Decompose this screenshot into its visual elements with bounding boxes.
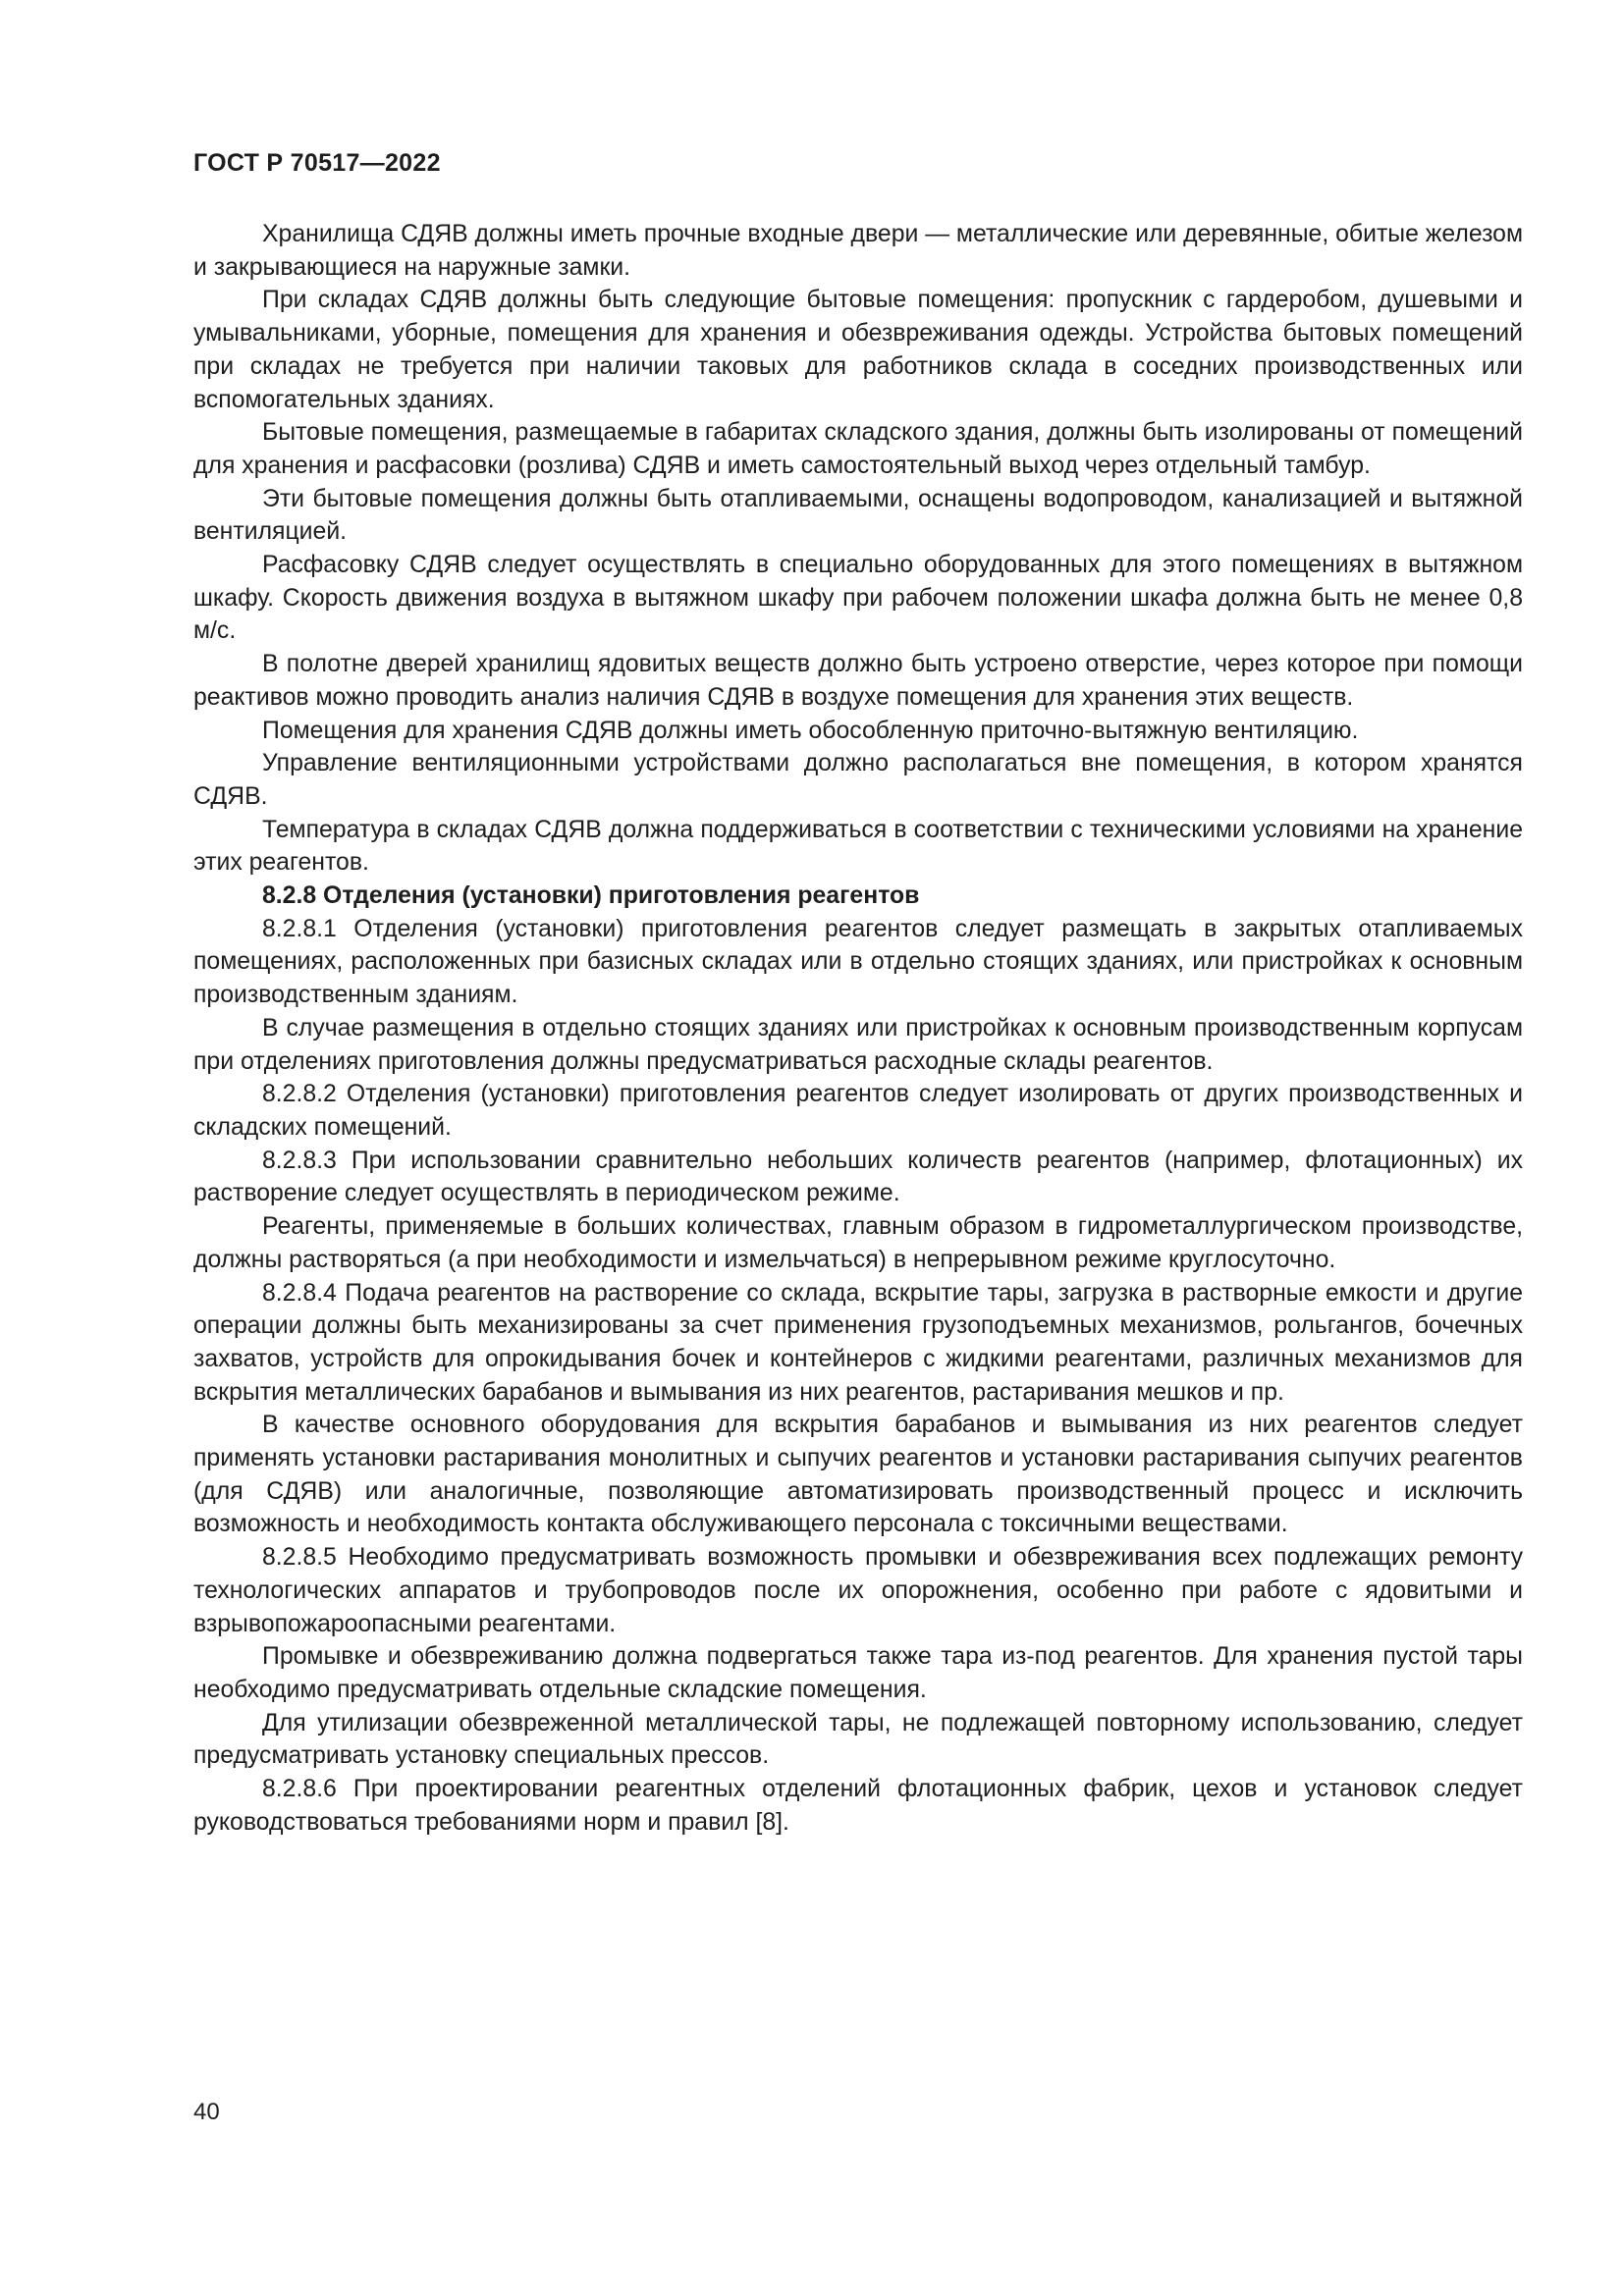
paragraph: Хранилища СДЯВ должны иметь прочные входные двери — металлические или деревянные, обитые железом и закрывающиеся на наружные замки. [193,221,1524,281]
document-body [193,218,1523,1839]
paragraph: Для утилизации обезвреженной металлической тары, не подлежащей повторному использованию, следует предусматривать установку специальных прессов. [193,1709,1523,1770]
paragraph: Бытовые помещения, размещаемые в габаритах складского здания, должны быть изолированы от помещений для хранения и расфасовки (розлива) СДЯВ и иметь самостоятельный выход через отдельный тамбур. [193,419,1523,479]
paragraph: 8.2.8.5 Необходимо предусматривать возможность промывки и обезвреживания всех подлежащих ремонту технологических аппаратов и трубопроводов после их опорожнения, особенно при работе с ядовитыми и взрывопожароопасными реагентами. [193,1544,1523,1637]
paragraph: 8.2.8.3 При использовании сравнительно небольших количеств реагентов (например, флотационных) их растворение следует осуществлять в периодическом режиме. [193,1147,1523,1207]
section-heading: 8.2.8 Отделения (установки) приготовления реагентов [262,882,920,910]
paragraph: В полотне дверей хранилищ ядовитых веществ должно быть устроено отверстие, через которое при помощи реактивов можно проводить анализ наличия СДЯВ в воздухе помещения для хранения этих веществ. [193,651,1523,711]
paragraph: 8.2.8.1 Отделения (установки) приготовления реагентов следует размещать в закрытых отапливаемых помещениях, расположенных при базисных складах или в отдельно стоящих зданиях, или пристройках к основным производственным зданиям. [193,915,1523,1009]
paragraph: В случае размещения в отдельно стоящих зданиях или пристройках к основным производственным корпусам при отделениях приготовления должны предусматриваться расходные склады реагентов. [193,1014,1523,1075]
paragraph: При складах СДЯВ должны быть следующие бытовые помещения: пропускник с гардеробом, душевыми и умывальниками, уборные, помещения для хранения и обезвреживания одежды. Устройства бытовых помещений при складах не требуется при наличии таковых для работников склада в соседних производственных или вспомогательных зданиях. [193,287,1523,413]
paragraph: Помещения для хранения СДЯВ должны иметь обособленную приточно-вытяжную вентиляцию. [262,717,1359,744]
paragraph: Управление вентиляционными устройствами должно располагаться вне помещения, в котором хранятся СДЯВ. [193,750,1523,810]
paragraph: Реагенты, применяемые в больших количествах, главным образом в гидрометаллургическом производстве, должны растворяться (а при необходимости и измельчаться) в непрерывном режиме круглосуточно. [193,1213,1523,1273]
paragraph: 8.2.8.4 Подача реагентов на растворение со склада, вскрытие тары, загрузка в растворные емкости и другие операции должны быть механизированы за счет применения грузоподъемных механизмов, рольгангов, бочечных захватов, устройств для опрокидывания бочек и контейнеров с жидкими реагентами, различных механизмов для вскрытия металлических барабанов и вымывания из них реагентов, растаривания мешков и пр. [193,1279,1523,1406]
paragraph: В качестве основного оборудования для вскрытия барабанов и вымывания из них реагентов следует применять установки растаривания монолитных и сыпучих реагентов и установки растаривания сыпучих реагентов (для СДЯВ) или аналогичные, позволяющие автоматизировать производственный процесс и исключить возможность и необходимость контакта обслуживающего персонала с токсичными веществами. [193,1412,1523,1538]
paragraph: Эти бытовые помещения должны быть отапливаемыми, оснащены водопроводом, канализацией и вытяжной вентиляцией. [193,485,1523,546]
paragraph: Расфасовку СДЯВ следует осуществлять в специально оборудованных для этого помещениях в вытяжном шкафу. Скорость движения воздуха в вытяжном шкафу при рабочем положении шкафа должна быть не менее 0,8 м/с. [193,552,1523,645]
paragraph: 8.2.8.6 При проектировании реагентных отделений флотационных фабрик, цехов и установок следует руководствоваться требованиями норм и правил [8]. [193,1776,1523,1836]
document-header: ГОСТ Р 70517—2022 [193,149,441,177]
page-number: 40 [193,2099,220,2125]
paragraph: 8.2.8.2 Отделения (установки) приготовления реагентов следует изолировать от других производственных и складских помещений. [193,1081,1523,1141]
paragraph: Промывке и обезвреживанию должна подвергаться также тара из-под реагентов. Для хранения пустой тары необходимо предусматривать отдельные складские помещения. [193,1643,1523,1703]
paragraph: Температура в складах СДЯВ должна поддерживаться в соответствии с техническими условиями на хранение этих реагентов. [193,816,1523,877]
